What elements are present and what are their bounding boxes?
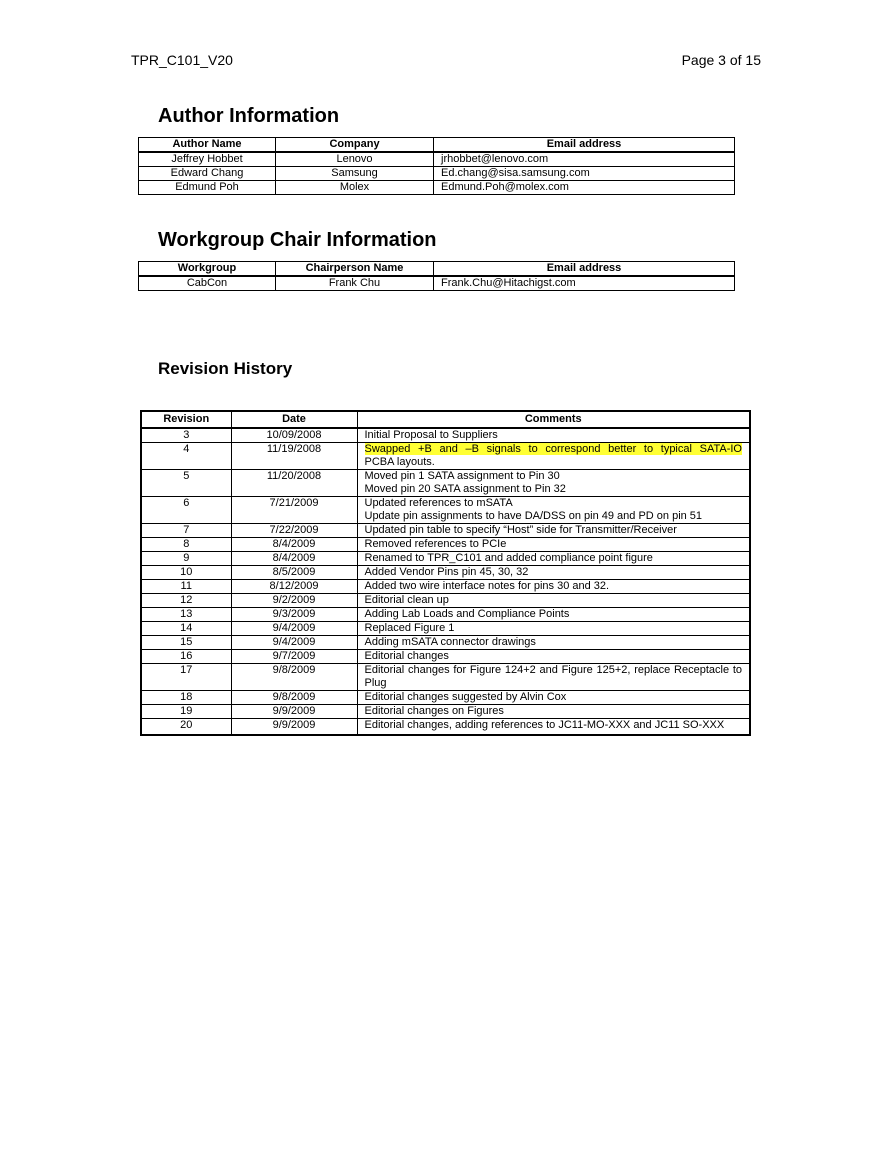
revision-date: 9/4/2009 xyxy=(231,636,357,650)
revision-number: 5 xyxy=(141,470,231,497)
revision-comment xyxy=(357,650,750,664)
author-name: Edward Chang xyxy=(139,167,276,181)
highlighted-comment-line: Swapped +B and –B signals to correspond better to typical SATA-IO xyxy=(364,443,742,455)
table-row xyxy=(139,152,735,167)
comment-line: Added Vendor Pins pin 45, 30, 32 xyxy=(364,566,529,578)
comment-line: Editorial clean up xyxy=(364,594,449,606)
revision-number: 10 xyxy=(141,566,231,580)
revision-comment xyxy=(357,497,750,524)
revision-date: 9/4/2009 xyxy=(231,622,357,636)
revision-date: 8/4/2009 xyxy=(231,538,357,552)
revision-number: 15 xyxy=(141,636,231,650)
comment-line: Moved pin 1 SATA assignment to Pin 30 xyxy=(364,470,560,482)
column-header: Date xyxy=(231,411,357,428)
revision-comment xyxy=(357,691,750,705)
chair-section-title: Workgroup Chair Information xyxy=(158,229,437,251)
author-company: Lenovo xyxy=(276,152,434,167)
comment-line: Added two wire interface notes for pins 30 and 32. xyxy=(364,580,610,592)
column-header: Workgroup xyxy=(139,262,276,277)
comment-line: Editorial changes, adding references to JC11-MO-XXX and JC11 SO-XXX xyxy=(364,719,725,731)
revision-date: 8/5/2009 xyxy=(231,566,357,580)
table-row xyxy=(141,428,750,443)
chair-table xyxy=(138,261,735,291)
table-row xyxy=(139,167,735,181)
column-header: Email address xyxy=(434,262,735,277)
revision-date: 9/9/2009 xyxy=(231,719,357,736)
revision-number: 7 xyxy=(141,524,231,538)
comment-line: Editorial changes suggested by Alvin Cox xyxy=(364,691,567,703)
revision-number: 3 xyxy=(141,428,231,443)
column-header: Author Name xyxy=(139,138,276,153)
table-row xyxy=(141,650,750,664)
revision-date: 10/09/2008 xyxy=(231,428,357,443)
revision-comment xyxy=(357,608,750,622)
revision-comment xyxy=(357,636,750,650)
comment-line: Replaced Figure 1 xyxy=(364,622,455,634)
revision-date: 9/3/2009 xyxy=(231,608,357,622)
comment-line: Renamed to TPR_C101 and added compliance point figure xyxy=(364,552,653,564)
table-row xyxy=(141,719,750,736)
comment-line: Moved pin 20 SATA assignment to Pin 32 xyxy=(364,483,566,495)
revision-number: 4 xyxy=(141,443,231,470)
comment-line: Adding Lab Loads and Compliance Points xyxy=(364,608,570,620)
revision-date: 9/2/2009 xyxy=(231,594,357,608)
table-row xyxy=(141,470,750,497)
table-row xyxy=(141,664,750,691)
comment-line: Editorial changes for Figure 124+2 and Figure 125+2, replace Receptacle to Plug xyxy=(364,664,742,689)
revision-comment xyxy=(357,428,750,443)
author-email: jrhobbet@lenovo.com xyxy=(434,152,735,167)
column-header: Revision xyxy=(141,411,231,428)
workgroup-name: CabCon xyxy=(139,276,276,291)
table-row xyxy=(141,622,750,636)
revision-comment xyxy=(357,719,750,736)
revision-date: 7/21/2009 xyxy=(231,497,357,524)
column-header: Email address xyxy=(434,138,735,153)
page-number: Page 3 of 15 xyxy=(681,52,761,68)
table-row xyxy=(141,608,750,622)
revision-date: 11/20/2008 xyxy=(231,470,357,497)
revision-number: 9 xyxy=(141,552,231,566)
table-row xyxy=(141,691,750,705)
revision-date: 9/8/2009 xyxy=(231,664,357,691)
revision-date: 8/12/2009 xyxy=(231,580,357,594)
revision-comment xyxy=(357,580,750,594)
revision-comment xyxy=(357,552,750,566)
revision-date: 8/4/2009 xyxy=(231,552,357,566)
revision-date: 7/22/2009 xyxy=(231,524,357,538)
revision-number: 8 xyxy=(141,538,231,552)
revision-section-title: Revision History xyxy=(158,359,293,378)
table-row xyxy=(141,443,750,470)
revision-table xyxy=(140,410,751,736)
column-header: Chairperson Name xyxy=(276,262,434,277)
revision-number: 16 xyxy=(141,650,231,664)
comment-line: PCBA layouts. xyxy=(364,456,435,468)
table-row xyxy=(141,538,750,552)
comment-line: Adding mSATA connector drawings xyxy=(364,636,536,648)
revision-date: 9/8/2009 xyxy=(231,691,357,705)
table-row xyxy=(141,552,750,566)
revision-number: 11 xyxy=(141,580,231,594)
document-id: TPR_C101_V20 xyxy=(131,52,233,68)
revision-comment xyxy=(357,538,750,552)
author-email: Ed.chang@sisa.samsung.com xyxy=(434,167,735,181)
table-row xyxy=(139,181,735,195)
author-company: Samsung xyxy=(276,167,434,181)
revision-comment xyxy=(357,566,750,580)
table-row xyxy=(141,580,750,594)
revision-rows xyxy=(141,428,750,735)
author-table-header xyxy=(139,138,735,153)
revision-comment xyxy=(357,622,750,636)
comment-line: Editorial changes on Figures xyxy=(364,705,504,717)
table-row xyxy=(141,524,750,538)
revision-date: 9/7/2009 xyxy=(231,650,357,664)
author-name: Jeffrey Hobbet xyxy=(139,152,276,167)
revision-number: 12 xyxy=(141,594,231,608)
column-header: Company xyxy=(276,138,434,153)
table-row xyxy=(141,497,750,524)
revision-number: 17 xyxy=(141,664,231,691)
revision-number: 6 xyxy=(141,497,231,524)
revision-number: 14 xyxy=(141,622,231,636)
revision-number: 13 xyxy=(141,608,231,622)
column-header: Comments xyxy=(357,411,750,428)
author-table xyxy=(138,137,735,195)
author-email: Edmund.Poh@molex.com xyxy=(434,181,735,195)
revision-date: 11/19/2008 xyxy=(231,443,357,470)
table-row xyxy=(141,705,750,719)
chairperson-name: Frank Chu xyxy=(276,276,434,291)
comment-line: Update pin assignments to have DA/DSS on pin 49 and PD on pin 51 xyxy=(364,510,703,522)
revision-comment xyxy=(357,594,750,608)
revision-comment xyxy=(357,664,750,691)
comment-line: Updated pin table to specify “Host” side for Transmitter/Receiver xyxy=(364,524,677,536)
author-name: Edmund Poh xyxy=(139,181,276,195)
revision-date: 9/9/2009 xyxy=(231,705,357,719)
table-row xyxy=(141,636,750,650)
comment-line: Editorial changes xyxy=(364,650,449,662)
revision-number: 18 xyxy=(141,691,231,705)
comment-line: Removed references to PCIe xyxy=(364,538,507,550)
table-row xyxy=(141,566,750,580)
comment-line: Updated references to mSATA xyxy=(364,497,513,509)
revision-number: 20 xyxy=(141,719,231,736)
author-section-title: Author Information xyxy=(158,105,340,127)
revision-comment xyxy=(357,705,750,719)
chair-table-header xyxy=(139,262,735,277)
author-company: Molex xyxy=(276,181,434,195)
table-row xyxy=(139,276,735,291)
comment-line: Initial Proposal to Suppliers xyxy=(364,429,498,441)
revision-comment xyxy=(357,524,750,538)
chair-email: Frank.Chu@Hitachigst.com xyxy=(434,276,735,291)
revision-table-header xyxy=(141,411,750,428)
revision-number: 19 xyxy=(141,705,231,719)
table-row xyxy=(141,594,750,608)
revision-comment xyxy=(357,443,750,470)
revision-comment xyxy=(357,470,750,497)
